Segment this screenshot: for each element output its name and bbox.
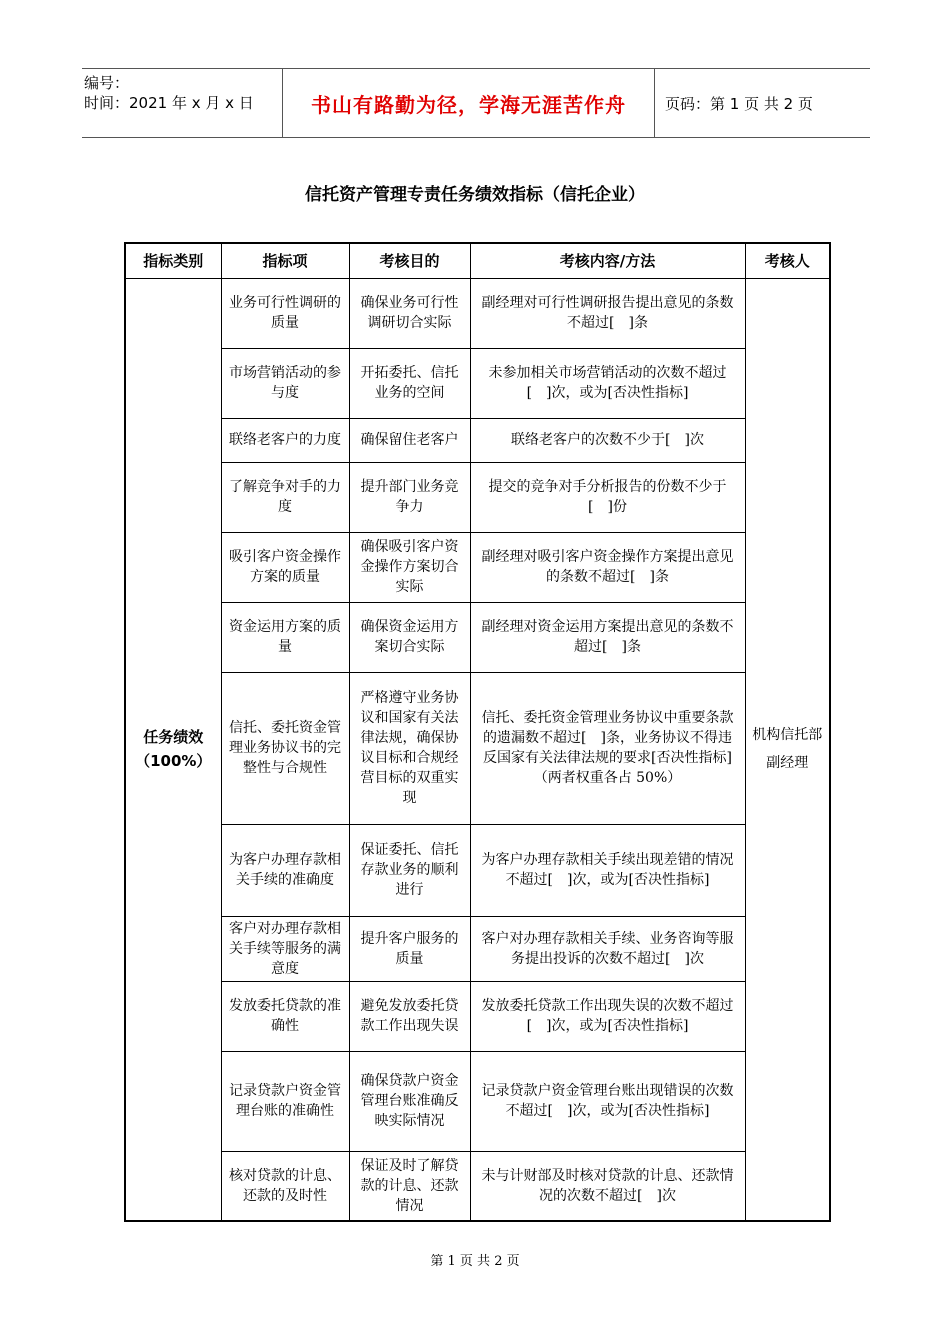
content-cell: 提交的竞争对手分析报告的份数不少于[ ]份 [470,462,745,532]
document-title: 信托资产管理专责任务绩效指标（信托企业） [305,185,645,205]
purpose-cell: 提升部门业务竞争力 [349,462,470,532]
content-cell: 发放委托贷款工作出现失误的次数不超过[ ]次，或为[否决性指标] [470,981,745,1051]
purpose-cell: 确保业务可行性调研切合实际 [349,278,470,348]
category-weight: （100%） [135,752,212,771]
purpose-cell: 确保资金运用方案切合实际 [349,602,470,672]
table-row [125,672,830,824]
table-row [125,348,830,418]
kpi-table [124,242,831,1222]
content-cell: 未参加相关市场营销活动的次数不超过[ ]次，或为[否决性指标] [470,348,745,418]
content-cell: 副经理对可行性调研报告提出意见的条数不超过[ ]条 [470,278,745,348]
content-cell: 联络老客户的次数不少于[ ]次 [470,418,745,462]
category-label: 任务绩效 [143,728,204,747]
header-item: 指标项 [221,243,349,278]
indicator-item-cell: 客户对办理存款相关手续等服务的满意度 [221,916,349,981]
table-row [125,462,830,532]
indicator-item-cell: 联络老客户的力度 [221,418,349,462]
purpose-cell: 确保留住老客户 [349,418,470,462]
document-date-label: 时间：2021 年 x 月 x 日 [84,94,254,112]
indicator-item-cell: 业务可行性调研的质量 [221,278,349,348]
table-row [125,1051,830,1151]
page-header [82,68,870,138]
content-cell: 客户对办理存款相关手续、业务咨询等服务提出投诉的次数不超过[ ]次 [470,916,745,981]
content-cell: 记录贷款户资金管理台账出现错误的次数不超过[ ]次，或为[否决性指标] [470,1051,745,1151]
purpose-cell: 确保吸引客户资金操作方案切合实际 [349,532,470,602]
category-cell [125,278,221,1221]
content-cell: 为客户办理存款相关手续出现差错的情况不超过[ ]次，或为[否决性指标] [470,824,745,916]
indicator-item-cell: 资金运用方案的质量 [221,602,349,672]
header-assessor: 考核人 [745,243,830,278]
purpose-cell: 开拓委托、信托业务的空间 [349,348,470,418]
table-row [125,824,830,916]
purpose-cell: 保证委托、信托存款业务的顺利进行 [349,824,470,916]
header-motto: 书山有路勤为径，学海无涯苦作舟 [282,69,655,137]
header-page-number: 页码：第 1 页 共 2 页 [665,94,813,113]
content-cell: 未与计财部及时核对贷款的计息、还款情况的次数不超过[ ]次 [470,1151,745,1221]
purpose-cell: 提升客户服务的质量 [349,916,470,981]
header-purpose: 考核目的 [349,243,470,278]
indicator-item-cell: 了解竞争对手的力度 [221,462,349,532]
table-row [125,278,830,348]
document-number-label: 编号： [84,74,130,92]
table-row [125,1151,830,1221]
purpose-cell: 严格遵守业务协议和国家有关法律法规，确保协议目标和合规经营目标的双重实现 [349,672,470,824]
purpose-cell: 保证及时了解贷款的计息、还款情况 [349,1151,470,1221]
header-meta [82,69,282,137]
content-cell: 副经理对资金运用方案提出意见的条数不超过[ ]条 [470,602,745,672]
indicator-item-cell: 发放委托贷款的准确性 [221,981,349,1051]
purpose-cell: 避免发放委托贷款工作出现失误 [349,981,470,1051]
table-row [125,418,830,462]
indicator-item-cell: 信托、委托资金管理业务协议书的完整性与合规性 [221,672,349,824]
page-footer: 第 1 页 共 2 页 [430,1254,520,1269]
header-category: 指标类别 [125,243,221,278]
indicator-item-cell: 核对贷款的计息、还款的及时性 [221,1151,349,1221]
header-content: 考核内容/方法 [470,243,745,278]
indicator-item-cell: 市场营销活动的参与度 [221,348,349,418]
indicator-item-cell: 吸引客户资金操作方案的质量 [221,532,349,602]
table-row [125,981,830,1051]
purpose-cell: 确保贷款户资金管理台账准确反映实际情况 [349,1051,470,1151]
table-row [125,602,830,672]
indicator-item-cell: 为客户办理存款相关手续的准确度 [221,824,349,916]
table-row [125,916,830,981]
content-cell: 副经理对吸引客户资金操作方案提出意见的条数不超过[ ]条 [470,532,745,602]
table-row [125,532,830,602]
assessor-cell: 机构信托部副经理 [745,278,830,1221]
table-header-row [125,243,830,278]
indicator-item-cell: 记录贷款户资金管理台账的准确性 [221,1051,349,1151]
content-cell: 信托、委托资金管理业务协议中重要条款的遗漏数不超过[ ]条，业务协议不得违反国家有关法律法规的要求[否决性指标]（两者权重各占 50%） [470,672,745,824]
